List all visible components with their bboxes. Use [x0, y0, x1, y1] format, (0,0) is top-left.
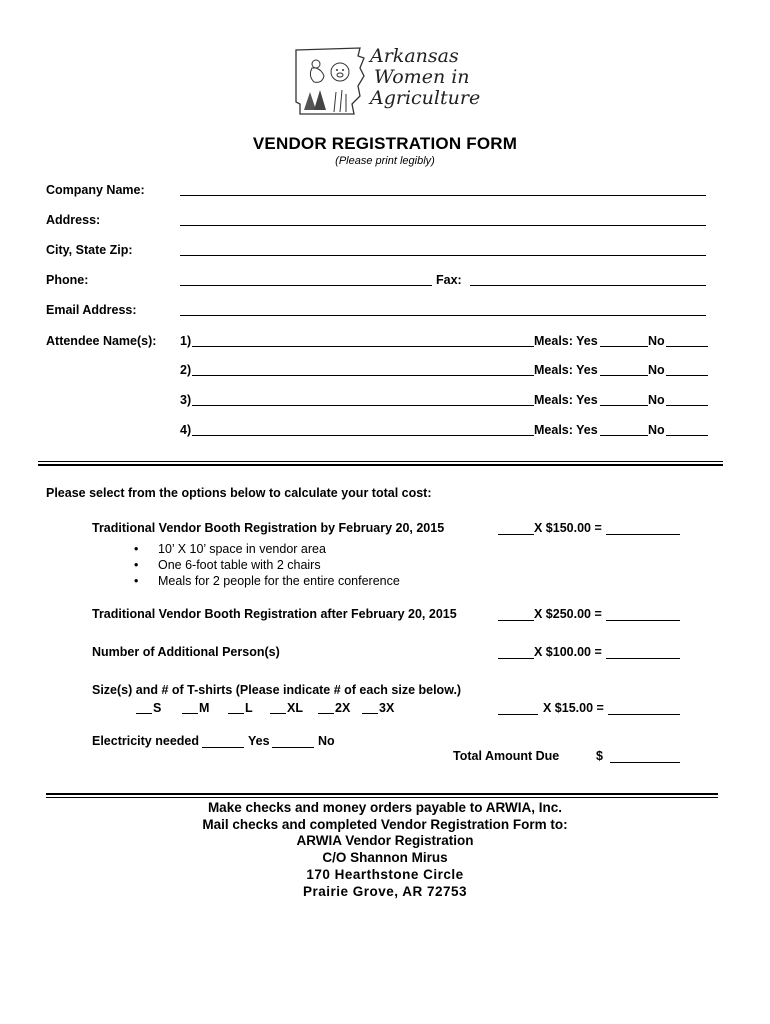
- booth-late-price: X $250.00 =: [534, 607, 602, 621]
- total-amount-field[interactable]: [610, 762, 680, 763]
- options-intro: Please select from the options below to calculate your total cost:: [46, 486, 432, 500]
- booth-early-qty-field[interactable]: [498, 534, 534, 535]
- booth-early-total-field[interactable]: [606, 534, 680, 535]
- meals-no-field[interactable]: [666, 346, 708, 347]
- section-divider: [38, 461, 723, 462]
- size-2x-label: 2X: [335, 701, 351, 715]
- meals-yes-field[interactable]: [600, 435, 648, 436]
- city-state-zip-field[interactable]: [180, 255, 706, 256]
- size-3x-field[interactable]: [362, 713, 378, 714]
- booth-late-label: Traditional Vendor Booth Registration after February 20, 2015: [92, 607, 457, 621]
- attendee-name-field[interactable]: [192, 375, 534, 376]
- attendee-number: 2): [180, 363, 192, 377]
- company-label: Company Name:: [46, 183, 145, 197]
- meals-yes-label: Meals: Yes: [534, 393, 598, 407]
- meals-no-label: No: [648, 334, 665, 348]
- electricity-no-label: No: [318, 734, 335, 748]
- size-l-label: L: [245, 701, 253, 715]
- meals-yes-label: Meals: Yes: [534, 423, 598, 437]
- electricity-label: Electricity needed: [92, 734, 199, 748]
- size-2x-field[interactable]: [318, 713, 334, 714]
- attendee-name-field[interactable]: [192, 405, 534, 406]
- additional-price: X $100.00 =: [534, 645, 602, 659]
- section-divider: [38, 464, 723, 466]
- total-amount-label: Total Amount Due: [453, 749, 560, 763]
- electricity-yes-label: Yes: [248, 734, 270, 748]
- arkansas-map-icon: [290, 42, 370, 118]
- meals-yes-field[interactable]: [600, 375, 648, 376]
- footer-divider: [46, 793, 718, 795]
- phone-label: Phone:: [46, 273, 89, 287]
- tshirt-total-field[interactable]: [608, 714, 680, 715]
- meals-no-field[interactable]: [666, 375, 708, 376]
- address-line-3: 170 Hearthstone Circle: [306, 867, 464, 882]
- attendee-name-field[interactable]: [192, 435, 534, 436]
- booth-early-price: X $150.00 =: [534, 521, 602, 535]
- additional-total-field[interactable]: [606, 658, 680, 659]
- form-subtitle: (Please print legibly): [335, 155, 435, 167]
- bullet-item: • 10’ X 10’ space in vendor area: [158, 542, 326, 556]
- meals-yes-label: Meals: Yes: [534, 334, 598, 348]
- meals-no-field[interactable]: [666, 435, 708, 436]
- address-line-4: Prairie Grove, AR 72753: [302, 884, 468, 899]
- electricity-yes-field[interactable]: [202, 747, 244, 748]
- address-label: Address:: [46, 213, 101, 227]
- size-m-label: M: [199, 701, 210, 715]
- tshirt-price: X $15.00 =: [543, 701, 604, 715]
- phone-field[interactable]: [180, 285, 432, 286]
- size-3x-label: 3X: [379, 701, 395, 715]
- booth-late-qty-field[interactable]: [498, 620, 534, 621]
- mail-instructions-text: Mail checks and completed Vendor Registration Form to:: [202, 817, 568, 832]
- dollar-sign: $: [596, 749, 603, 763]
- additional-qty-field[interactable]: [498, 658, 534, 659]
- meals-yes-field[interactable]: [600, 346, 648, 347]
- attendees-label: Attendee Name(s):: [46, 334, 157, 348]
- address-line-2: C/O Shannon Mirus: [322, 850, 448, 865]
- size-s-label: S: [153, 701, 162, 715]
- tshirt-qty-field[interactable]: [498, 714, 538, 715]
- attendee-number: 1): [180, 334, 192, 348]
- meals-no-label: No: [648, 363, 665, 377]
- logo-line-1: Arkansas: [370, 45, 459, 67]
- size-l-field[interactable]: [228, 713, 244, 714]
- logo-line-2: Women in: [374, 66, 470, 88]
- form-title: VENDOR REGISTRATION FORM: [252, 134, 518, 153]
- attendee-number: 3): [180, 393, 192, 407]
- address-field[interactable]: [180, 225, 706, 226]
- electricity-no-field[interactable]: [272, 747, 314, 748]
- attendee-number: 4): [180, 423, 192, 437]
- fax-label: Fax:: [436, 273, 462, 287]
- footer-divider: [46, 797, 718, 798]
- bullet-item: • One 6-foot table with 2 chairs: [158, 558, 321, 572]
- size-xl-label: XL: [287, 701, 303, 715]
- tshirts-label: Size(s) and # of T-shirts (Please indicate # of each size below.): [92, 683, 462, 697]
- email-field[interactable]: [180, 315, 706, 316]
- fax-field[interactable]: [470, 285, 706, 286]
- meals-no-label: No: [648, 423, 665, 437]
- meals-no-field[interactable]: [666, 405, 708, 406]
- logo: [290, 42, 490, 120]
- meals-yes-label: Meals: Yes: [534, 363, 598, 377]
- city-state-zip-label: City, State Zip:: [46, 243, 133, 257]
- size-m-field[interactable]: [182, 713, 198, 714]
- booth-early-label: Traditional Vendor Booth Registration by February 20, 2015: [92, 521, 445, 535]
- attendee-name-field[interactable]: [192, 346, 534, 347]
- logo-line-3: Agriculture: [370, 87, 481, 109]
- booth-late-total-field[interactable]: [606, 620, 680, 621]
- size-xl-field[interactable]: [270, 713, 286, 714]
- additional-persons-label: Number of Additional Person(s): [92, 645, 280, 659]
- payable-to-text: Make checks and money orders payable to ARWIA, Inc.: [207, 800, 563, 815]
- address-line-1: ARWIA Vendor Registration: [296, 833, 474, 848]
- meals-yes-field[interactable]: [600, 405, 648, 406]
- company-field[interactable]: [180, 195, 706, 196]
- size-s-field[interactable]: [136, 713, 152, 714]
- meals-no-label: No: [648, 393, 665, 407]
- email-label: Email Address:: [46, 303, 137, 317]
- bullet-item: • Meals for 2 people for the entire conference: [158, 574, 400, 588]
